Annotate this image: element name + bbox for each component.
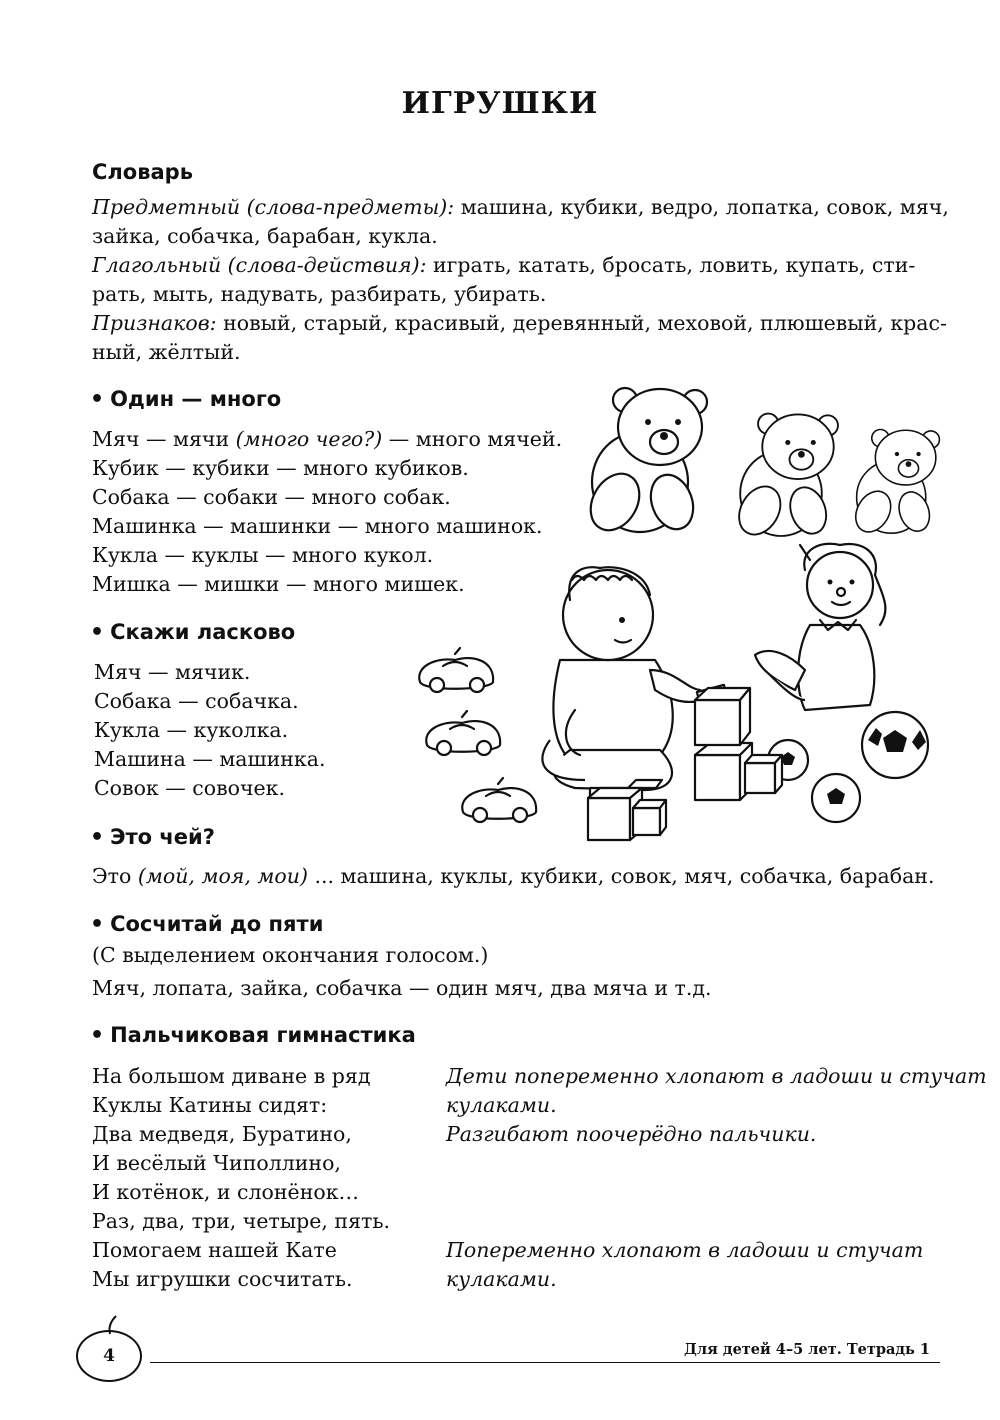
vocab-verb-label: Глагольный (слова-действия): <box>92 253 427 277</box>
gently-heading <box>90 620 295 645</box>
poem-line: На большом диване в ряд <box>92 1064 371 1088</box>
one-many-line: Кубик — кубики — много кубиков. <box>92 456 469 480</box>
toy-car-icon <box>419 648 493 692</box>
whose-line <box>92 862 934 891</box>
gently-heading-text: Скажи ласково <box>110 620 296 644</box>
gesture-note: Попеременно хлопают в ладоши и стучат <box>446 1238 924 1262</box>
one-many-line1-italic: (много чего?) <box>235 427 383 451</box>
vocab-attr-line2: ный, жёлтый. <box>92 340 241 364</box>
gently-line: Собака — собачка. <box>94 689 299 713</box>
poem-line: Два медведя, Буратино, <box>92 1122 352 1146</box>
poem-line: Мы игрушки сосчитать. <box>92 1267 353 1291</box>
one-many-line: Мишка — мишки — много мишек. <box>92 572 465 596</box>
one-many-line1-a: Мяч — мячи <box>92 427 236 451</box>
one-many-line1-b: — много мячей. <box>382 427 563 451</box>
whose-line-b: ... машина, куклы, кубики, совок, мяч, собачка, барабан. <box>307 864 935 888</box>
ball-icon <box>862 712 928 778</box>
vocab-verb <box>92 251 915 280</box>
gently-line: Кукла — куколка. <box>94 718 289 742</box>
finger-heading-text: Пальчиковая гимнастика <box>110 1023 416 1047</box>
cube-icon <box>633 800 666 835</box>
count-heading <box>90 912 323 937</box>
whose-line-italic: (мой, моя, мои) <box>137 864 308 888</box>
page-number: 4 <box>76 1330 142 1382</box>
vocab-attr <box>92 309 947 338</box>
one-many-line: Собака — собаки — много собак. <box>92 485 451 509</box>
poem-line: Раз, два, три, четыре, пять. <box>92 1209 391 1233</box>
footer-divider <box>150 1362 940 1363</box>
ball-icon <box>812 774 860 822</box>
count-heading-text: Сосчитай до пяти <box>110 912 324 936</box>
teddy-bear-icon <box>581 388 707 539</box>
gently-line: Мяч — мячик. <box>94 660 251 684</box>
one-many-line: Кукла — куклы — много кукол. <box>92 543 434 567</box>
cube-icon <box>745 755 782 793</box>
boy-icon <box>542 567 705 790</box>
vocab-heading: Словарь <box>92 160 193 184</box>
one-many-heading <box>90 387 281 412</box>
teddy-bear-icon <box>849 430 940 539</box>
poem-line: Помогаем нашей Кате <box>92 1238 337 1262</box>
toy-car-icon <box>426 711 500 755</box>
apple-stem-icon <box>100 1314 120 1336</box>
vocab-attr-line1: новый, старый, красивый, деревянный, меховой, плюшевый, крас- <box>216 311 947 335</box>
gesture-note: кулаками. <box>446 1093 557 1117</box>
cube-icon <box>695 688 750 745</box>
cube-icon <box>695 743 752 800</box>
finger-heading <box>90 1023 416 1048</box>
page-title: ИГРУШКИ <box>401 86 599 121</box>
toys-illustration <box>400 370 960 850</box>
gesture-note: кулаками. <box>446 1267 557 1291</box>
gently-line: Машина — машинка. <box>94 747 326 771</box>
poem-line: И весёлый Чиполлино, <box>92 1151 341 1175</box>
vocab-subject-line1: машина, кубики, ведро, лопатка, совок, мяч, <box>454 195 949 219</box>
gently-line: Совок — совочек. <box>94 776 285 800</box>
gesture-note: Дети попеременно хлопают в ладоши и стучат <box>446 1064 987 1088</box>
gesture-note: Разгибают поочерёдно пальчики. <box>446 1122 817 1146</box>
vocab-subject <box>92 193 949 222</box>
vocab-attr-label: Признаков: <box>92 311 217 335</box>
vocab-verb-line1: играть, катать, бросать, ловить, купать, сти- <box>426 253 916 277</box>
whose-heading-text: Это чей? <box>110 825 215 849</box>
poem-line: И котёнок, и слонёнок… <box>92 1180 360 1204</box>
whose-heading <box>90 825 215 850</box>
one-many-line: Машинка — машинки — много машинок. <box>92 514 543 538</box>
toy-car-icon <box>462 778 536 822</box>
vocab-verb-line2: рать, мыть, надувать, разбирать, убирать. <box>92 282 547 306</box>
footer-text: Для детей 4–5 лет. Тетрадь 1 <box>684 1341 930 1358</box>
teddy-bear-icon <box>731 414 838 542</box>
vocab-subject-line2: зайка, собачка, барабан, кукла. <box>92 224 438 248</box>
whose-line-a: Это <box>92 864 138 888</box>
count-line: Мяч, лопата, зайка, собачка — один мяч, два мяча и т.д. <box>92 976 712 1000</box>
vocab-subject-label: Предметный (слова-предметы): <box>92 195 455 219</box>
one-many-heading-text: Один — много <box>110 387 282 411</box>
doll-icon <box>755 544 885 710</box>
count-note: (С выделением окончания голосом.) <box>92 943 489 967</box>
poem-line: Куклы Катины сидят: <box>92 1093 328 1117</box>
